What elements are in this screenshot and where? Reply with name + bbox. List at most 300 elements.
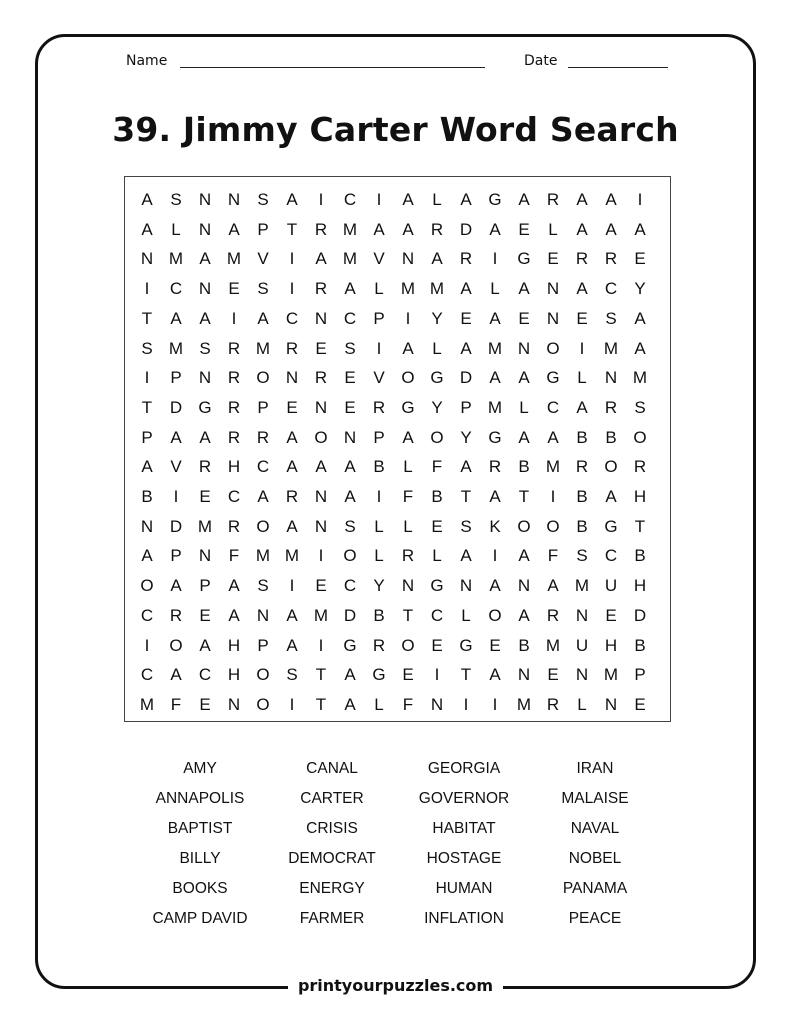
grid-letter: R xyxy=(604,249,618,269)
grid-letter: C xyxy=(227,487,241,506)
grid-letter: B xyxy=(373,605,385,625)
grid-letter: U xyxy=(604,576,618,596)
grid-letter: N xyxy=(198,546,212,566)
grid-letter: A xyxy=(286,427,298,447)
grid-letter: A xyxy=(576,279,588,299)
grid-letter: B xyxy=(576,487,588,506)
grid-letter: P xyxy=(257,219,269,239)
grid-letter: F xyxy=(228,546,240,566)
grid-letter: G xyxy=(459,635,473,655)
footer-site-text: printyourpuzzles.com xyxy=(288,976,503,995)
grid-letter: G xyxy=(517,249,531,269)
grid-letter: R xyxy=(285,487,299,506)
grid-letter: L xyxy=(519,397,529,417)
grid-letter: N xyxy=(198,219,212,239)
grid-letter: T xyxy=(141,308,153,328)
grid-letter: A xyxy=(576,397,588,417)
grid-letter: N xyxy=(343,427,357,447)
grid-letter: G xyxy=(546,368,560,388)
grid-letter: A xyxy=(141,457,153,477)
grid-letter: N xyxy=(285,368,299,388)
grid-letter: N xyxy=(198,368,212,388)
grid-letter: M xyxy=(632,368,648,388)
grid-letter: S xyxy=(605,308,617,328)
grid-letter: T xyxy=(315,694,327,714)
grid-letter: P xyxy=(373,308,385,328)
grid-letter: F xyxy=(402,694,414,714)
grid-letter: R xyxy=(546,190,560,209)
grid-letter: R xyxy=(372,635,386,655)
grid-letter: E xyxy=(199,487,211,506)
grid-letter: O xyxy=(256,665,270,685)
grid-letter: A xyxy=(518,427,530,447)
grid-letter: O xyxy=(517,516,531,536)
word-list-item: ENERGY xyxy=(299,880,365,897)
grid-letter: E xyxy=(431,635,443,655)
grid-letter: N xyxy=(140,516,154,536)
grid-letter: E xyxy=(199,605,211,625)
grid-letter: A xyxy=(402,338,414,358)
grid-letter: N xyxy=(140,249,154,269)
grid-letter: N xyxy=(546,308,560,328)
grid-letter: I xyxy=(144,279,150,299)
word-list-item: NOBEL xyxy=(568,850,622,867)
word-list-item: INFLATION xyxy=(424,910,504,927)
grid-letter: P xyxy=(257,397,269,417)
grid-letter: R xyxy=(198,457,212,477)
grid-letter: A xyxy=(199,635,211,655)
grid-letter: M xyxy=(429,279,445,299)
grid-letter: D xyxy=(169,397,183,417)
grid-letter: S xyxy=(576,546,588,566)
word-list-item: MALAISE xyxy=(561,790,629,807)
grid-letter: M xyxy=(574,576,590,596)
grid-letter: S xyxy=(170,190,182,209)
grid-letter: M xyxy=(255,546,271,566)
grid-letter: A xyxy=(199,308,211,328)
grid-letter: V xyxy=(257,249,269,269)
grid-letter: N xyxy=(401,576,415,596)
grid-letter: L xyxy=(577,694,587,714)
grid-letter: A xyxy=(141,546,153,566)
grid-letter: S xyxy=(344,516,356,536)
grid-letter: I xyxy=(492,546,498,566)
grid-letter: L xyxy=(577,368,587,388)
grid-letter: C xyxy=(604,546,618,566)
grid-letter: I xyxy=(492,694,498,714)
grid-letter: H xyxy=(227,665,241,685)
grid-letter: C xyxy=(546,397,560,417)
grid-letter: I xyxy=(318,635,324,655)
grid-letter: A xyxy=(286,516,298,536)
grid-letter: E xyxy=(344,368,356,388)
grid-letter: H xyxy=(633,487,647,506)
grid-letter: R xyxy=(372,397,386,417)
grid-letter: I xyxy=(579,338,585,358)
grid-letter: L xyxy=(432,338,442,358)
grid-letter: O xyxy=(169,635,183,655)
grid-letter: A xyxy=(518,279,530,299)
grid-letter: A xyxy=(315,249,327,269)
grid-letter: E xyxy=(315,338,327,358)
word-list-item: GEORGIA xyxy=(427,760,501,777)
grid-letter: R xyxy=(227,516,241,536)
grid-letter: E xyxy=(634,249,646,269)
grid-letter: L xyxy=(374,279,384,299)
grid-letter: O xyxy=(430,427,444,447)
grid-letter: N xyxy=(198,279,212,299)
grid-letter: A xyxy=(634,308,646,328)
word-list-item: IRAN xyxy=(576,760,614,777)
page-title: 39. Jimmy Carter Word Search xyxy=(112,110,679,149)
grid-letter: A xyxy=(460,190,472,209)
grid-letter: A xyxy=(460,546,472,566)
grid-letter: I xyxy=(289,279,295,299)
grid-letter: E xyxy=(634,694,646,714)
grid-letter: S xyxy=(199,338,211,358)
grid-letter: I xyxy=(492,249,498,269)
grid-letter: A xyxy=(402,427,414,447)
grid-letter: A xyxy=(547,576,559,596)
grid-letter: N xyxy=(604,694,618,714)
grid-letter: C xyxy=(256,457,270,477)
grid-letter: S xyxy=(634,397,646,417)
grid-letter: M xyxy=(400,279,416,299)
grid-letter: I xyxy=(318,190,324,209)
grid-letter: I xyxy=(231,308,237,328)
grid-letter: A xyxy=(257,308,269,328)
grid-letter: A xyxy=(489,576,501,596)
grid-letter: A xyxy=(518,546,530,566)
grid-letter: V xyxy=(373,249,385,269)
grid-letter: Y xyxy=(634,279,646,299)
word-list-item: HUMAN xyxy=(435,880,493,897)
grid-letter: H xyxy=(227,457,241,477)
grid-letter: C xyxy=(343,190,357,209)
grid-letter: M xyxy=(168,338,184,358)
grid-letter: B xyxy=(141,487,153,506)
grid-letter: R xyxy=(459,249,473,269)
grid-letter: C xyxy=(198,665,212,685)
grid-letter: N xyxy=(430,694,444,714)
grid-letter: R xyxy=(604,397,618,417)
name-label: Name xyxy=(126,53,168,69)
grid-letter: M xyxy=(284,546,300,566)
grid-letter: T xyxy=(518,487,530,506)
grid-letter: E xyxy=(518,219,530,239)
letter-grid xyxy=(124,176,671,722)
grid-letter: E xyxy=(402,665,414,685)
grid-letter: E xyxy=(431,516,443,536)
grid-letter: A xyxy=(634,219,646,239)
grid-letter: G xyxy=(430,368,444,388)
grid-letter: M xyxy=(342,219,358,239)
word-list-item: DEMOCRAT xyxy=(288,850,376,867)
grid-letter: C xyxy=(140,605,154,625)
grid-letter: A xyxy=(489,368,501,388)
grid-letter: B xyxy=(576,516,588,536)
word-list-item: ANNAPOLIS xyxy=(155,790,245,807)
word-list-item: PANAMA xyxy=(562,880,628,897)
grid-letter: R xyxy=(633,457,647,477)
grid-letter: I xyxy=(463,694,469,714)
grid-letter: C xyxy=(140,665,154,685)
grid-letter: M xyxy=(168,249,184,269)
grid-letter: L xyxy=(461,605,471,625)
grid-letter: E xyxy=(199,694,211,714)
grid-letter: A xyxy=(518,605,530,625)
grid-letter: N xyxy=(575,665,589,685)
word-list-item: FARMER xyxy=(299,910,365,927)
grid-letter: O xyxy=(488,605,502,625)
grid-letter: G xyxy=(604,516,618,536)
grid-letter: B xyxy=(605,427,617,447)
grid-letter: A xyxy=(489,665,501,685)
grid-letter: M xyxy=(545,635,561,655)
grid-letter: H xyxy=(604,635,618,655)
grid-letter: N xyxy=(517,576,531,596)
grid-letter: E xyxy=(547,665,559,685)
word-list-item: NAVAL xyxy=(570,820,620,837)
grid-letter: E xyxy=(286,397,298,417)
grid-letter: A xyxy=(170,308,182,328)
grid-letter: A xyxy=(489,487,501,506)
grid-letter: M xyxy=(226,249,242,269)
name-field-line xyxy=(180,67,485,68)
grid-letter: M xyxy=(342,249,358,269)
grid-letter: R xyxy=(169,605,183,625)
grid-letter: A xyxy=(460,338,472,358)
grid-letter: T xyxy=(634,516,646,536)
grid-letter: R xyxy=(285,338,299,358)
grid-letter: L xyxy=(490,279,500,299)
grid-letter: E xyxy=(576,308,588,328)
grid-letter: G xyxy=(488,427,502,447)
grid-letter: Y xyxy=(373,576,385,596)
grid-letter: A xyxy=(605,219,617,239)
grid-letter: I xyxy=(144,635,150,655)
grid-letter: A xyxy=(373,219,385,239)
grid-letter: L xyxy=(374,516,384,536)
date-label: Date xyxy=(524,53,558,69)
grid-letter: R xyxy=(401,546,415,566)
grid-letter: E xyxy=(315,576,327,596)
grid-letter: A xyxy=(547,427,559,447)
word-list-item: AMY xyxy=(183,760,217,777)
grid-letter: I xyxy=(376,338,382,358)
grid-letter: M xyxy=(139,694,155,714)
grid-letter: V xyxy=(170,457,182,477)
grid-letter: L xyxy=(374,694,384,714)
grid-letter: E xyxy=(547,249,559,269)
grid-letter: S xyxy=(257,576,269,596)
grid-letter: Y xyxy=(460,427,472,447)
grid-letter: A xyxy=(286,457,298,477)
grid-letter: G xyxy=(198,397,212,417)
grid-letter: F xyxy=(431,457,443,477)
word-list-item: HOSTAGE xyxy=(426,850,502,867)
grid-letter: M xyxy=(197,516,213,536)
grid-letter: H xyxy=(633,576,647,596)
grid-letter: A xyxy=(315,457,327,477)
grid-letter: N xyxy=(256,605,270,625)
grid-letter: A xyxy=(228,576,240,596)
grid-letter: P xyxy=(170,546,182,566)
grid-letter: O xyxy=(314,427,328,447)
grid-letter: R xyxy=(314,279,328,299)
grid-letter: A xyxy=(605,487,617,506)
grid-letter: A xyxy=(460,457,472,477)
grid-letter: R xyxy=(314,368,328,388)
grid-letter: E xyxy=(344,397,356,417)
grid-letter: O xyxy=(256,368,270,388)
grid-letter: V xyxy=(373,368,385,388)
grid-letter: R xyxy=(546,694,560,714)
grid-letter: A xyxy=(576,219,588,239)
grid-letter: Y xyxy=(431,397,443,417)
grid-letter: D xyxy=(633,605,647,625)
grid-letter: I xyxy=(289,249,295,269)
grid-letter: R xyxy=(256,427,270,447)
grid-letter: A xyxy=(344,694,356,714)
grid-letter: H xyxy=(227,635,241,655)
grid-letter: E xyxy=(605,605,617,625)
grid-letter: A xyxy=(402,219,414,239)
grid-letter: M xyxy=(487,397,503,417)
grid-letter: A xyxy=(460,279,472,299)
grid-letter: N xyxy=(401,249,415,269)
grid-letter: I xyxy=(376,190,382,209)
grid-letter: A xyxy=(141,219,153,239)
grid-letter: N xyxy=(314,308,328,328)
word-list-item: CAMP DAVID xyxy=(152,910,248,927)
grid-letter: A xyxy=(489,308,501,328)
grid-letter: T xyxy=(315,665,327,685)
grid-letter: O xyxy=(256,516,270,536)
grid-letter: R xyxy=(575,249,589,269)
grid-letter: N xyxy=(517,338,531,358)
grid-letter: A xyxy=(576,190,588,209)
grid-letter: I xyxy=(405,308,411,328)
grid-letter: L xyxy=(432,546,442,566)
grid-letter: I xyxy=(550,487,556,506)
date-field-line xyxy=(568,67,668,68)
grid-letter: D xyxy=(459,368,473,388)
grid-letter: O xyxy=(140,576,154,596)
grid-letter: F xyxy=(170,694,182,714)
grid-letter: A xyxy=(170,665,182,685)
grid-letter: A xyxy=(518,368,530,388)
grid-letter: C xyxy=(604,279,618,299)
grid-letter: L xyxy=(403,516,413,536)
grid-letter: A xyxy=(431,249,443,269)
grid-letter: C xyxy=(343,576,357,596)
grid-letter: N xyxy=(546,279,560,299)
grid-letter: C xyxy=(285,308,299,328)
grid-letter: G xyxy=(372,665,386,685)
grid-letter: R xyxy=(227,427,241,447)
grid-letter: C xyxy=(343,308,357,328)
grid-letter: A xyxy=(489,219,501,239)
grid-letter: N xyxy=(575,605,589,625)
grid-letter: A xyxy=(228,605,240,625)
word-list-item: BOOKS xyxy=(172,880,228,897)
grid-letter: S xyxy=(286,665,298,685)
grid-letter: A xyxy=(344,665,356,685)
word-list-item: PEACE xyxy=(568,910,622,927)
grid-letter: L xyxy=(374,546,384,566)
grid-letter: R xyxy=(430,219,444,239)
grid-letter: S xyxy=(344,338,356,358)
grid-letter: A xyxy=(402,190,414,209)
grid-letter: A xyxy=(286,190,298,209)
grid-letter: A xyxy=(286,605,298,625)
grid-letter: K xyxy=(489,516,501,536)
grid-letter: A xyxy=(605,190,617,209)
grid-letter: D xyxy=(169,516,183,536)
grid-letter: I xyxy=(318,546,324,566)
grid-letter: C xyxy=(430,605,444,625)
grid-letter: L xyxy=(548,219,558,239)
grid-letter: O xyxy=(604,457,618,477)
grid-letter: L xyxy=(403,457,413,477)
grid-letter: M xyxy=(603,338,619,358)
grid-letter: G xyxy=(430,576,444,596)
grid-letter: A xyxy=(634,338,646,358)
grid-letter: I xyxy=(637,190,643,209)
word-list xyxy=(130,760,670,940)
grid-letter: T xyxy=(460,665,472,685)
grid-letter: O xyxy=(401,368,415,388)
grid-letter: A xyxy=(344,279,356,299)
grid-letter: I xyxy=(144,368,150,388)
grid-letter: S xyxy=(257,190,269,209)
grid-letter: P xyxy=(460,397,472,417)
grid-letter: B xyxy=(576,427,588,447)
grid-letter: N xyxy=(604,368,618,388)
grid-letter: A xyxy=(286,635,298,655)
grid-letter: A xyxy=(199,249,211,269)
grid-letter: G xyxy=(343,635,357,655)
grid-letter: I xyxy=(173,487,179,506)
grid-letter: E xyxy=(518,308,530,328)
grid-letter: A xyxy=(257,487,269,506)
grid-letter: O xyxy=(633,427,647,447)
grid-letter: A xyxy=(141,190,153,209)
grid-letter: B xyxy=(634,546,646,566)
grid-letter: T xyxy=(402,605,414,625)
grid-letter: P xyxy=(373,427,385,447)
grid-letter: I xyxy=(289,576,295,596)
grid-letter: N xyxy=(459,576,473,596)
grid-letter: C xyxy=(169,279,183,299)
grid-letter: T xyxy=(286,219,298,239)
grid-letter: G xyxy=(401,397,415,417)
grid-letter: Y xyxy=(431,308,443,328)
grid-letter: I xyxy=(434,665,440,685)
grid-letter: E xyxy=(460,308,472,328)
grid-letter: P xyxy=(199,576,211,596)
grid-letter: R xyxy=(227,338,241,358)
grid-letter: A xyxy=(199,427,211,447)
grid-letter: A xyxy=(344,487,356,506)
grid-letter: F xyxy=(547,546,559,566)
grid-letter: B xyxy=(431,487,443,506)
grid-letter: T xyxy=(141,397,153,417)
grid-letter: G xyxy=(488,190,502,209)
grid-letter: I xyxy=(289,694,295,714)
grid-letter: O xyxy=(256,694,270,714)
